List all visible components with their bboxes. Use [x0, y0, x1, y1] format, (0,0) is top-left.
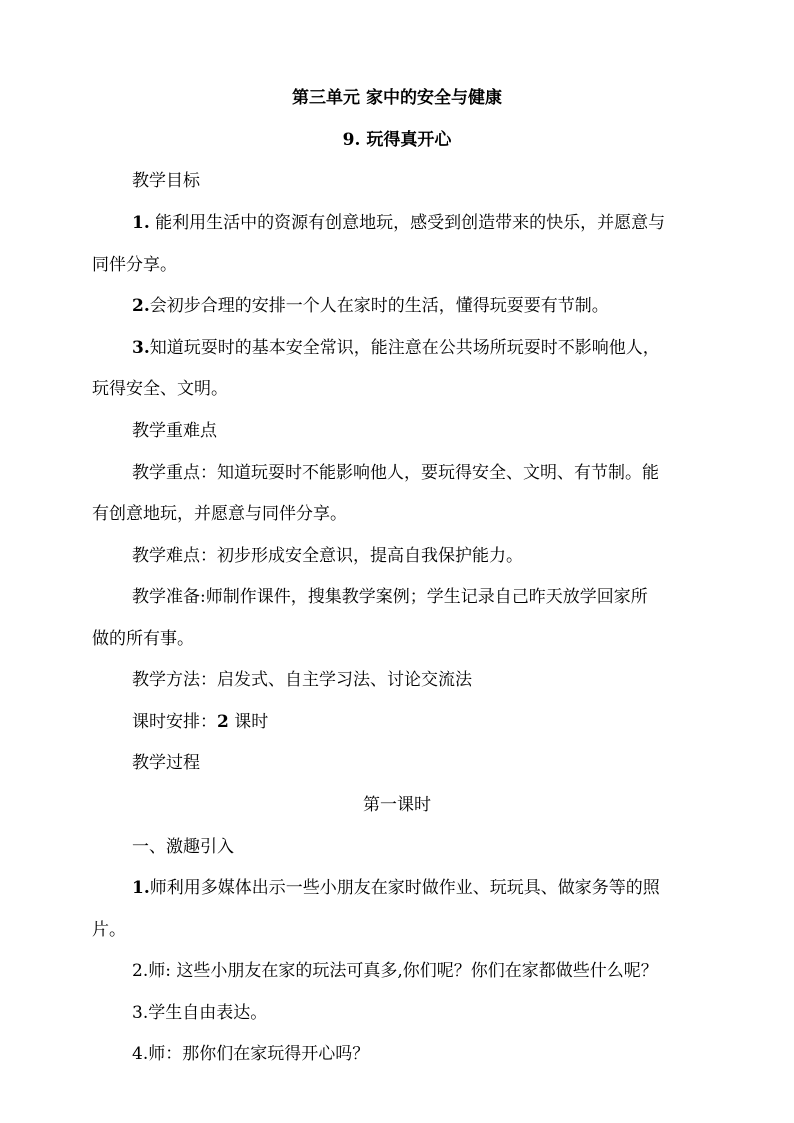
step-1-line-2: 片。	[92, 920, 126, 940]
objective-2-text: 会初步合理的安排一个人在家时的生活，懂得玩耍要有节制。	[149, 296, 609, 316]
objective-3-line-2: 玩得安全、文明。	[92, 379, 228, 399]
preparation-line-1: 教学准备:师制作课件，搜集教学案例；学生记录自己昨天放学回家所	[132, 587, 648, 607]
objective-3-text: 知道玩耍时的基本安全常识，能注意在公共场所玩耍时不影响他人，	[149, 338, 660, 358]
step-3-line: 3.学生自由表达。	[132, 1003, 268, 1023]
objective-2	[132, 295, 609, 317]
focus-line-1: 教学重点：知道玩耍时不能影响他人，要玩得安全、文明、有节制。能	[132, 463, 659, 483]
focus-line-2: 有创意地玩，并愿意与同伴分享。	[92, 504, 347, 524]
step-4-line: 4.师：那你们在家玩得开心吗？	[132, 1044, 370, 1064]
preparation-line-2: 做的所有事。	[92, 629, 194, 649]
step-1-number: 1.	[132, 878, 150, 898]
lesson-title: 9. 玩得真开心	[342, 130, 452, 150]
difficulty-line: 教学难点：初步形成安全意识，提高自我保护能力。	[132, 546, 523, 566]
objective-1-line-1	[132, 212, 665, 234]
objective-1-number: 1.	[132, 213, 150, 233]
objective-2-number: 2.	[132, 296, 150, 316]
schedule-count: 2	[217, 712, 229, 732]
objective-1-line-2: 同伴分享。	[92, 255, 177, 275]
process-heading: 教学过程	[132, 753, 200, 773]
step-1-text: 师利用多媒体出示一些小朋友在家时做作业、玩玩具、做家务等的照	[149, 878, 660, 898]
objectives-heading: 教学目标	[132, 171, 200, 191]
objective-3-line-1	[132, 337, 660, 359]
schedule-label: 课时安排：	[132, 712, 217, 732]
step-1-line-1	[132, 877, 660, 899]
objective-1-text: 能利用生活中的资源有创意地玩，感受到创造带来的快乐，并愿意与	[149, 213, 666, 233]
section-one-heading: 一、激趣引入	[132, 837, 234, 857]
schedule-unit: 课时	[228, 712, 269, 732]
step-2-line: 2.师: 这些小朋友在家的玩法可真多,你们呢？你们在家都做些什么呢？	[132, 961, 658, 981]
objective-3-number: 3.	[132, 338, 150, 358]
schedule-line	[132, 711, 268, 733]
first-lesson-heading: 第一课时	[363, 795, 431, 815]
methods-line: 教学方法：启发式、自主学习法、讨论交流法	[132, 670, 472, 690]
key-points-heading: 教学重难点	[132, 421, 217, 441]
unit-title: 第三单元 家中的安全与健康	[292, 88, 502, 108]
